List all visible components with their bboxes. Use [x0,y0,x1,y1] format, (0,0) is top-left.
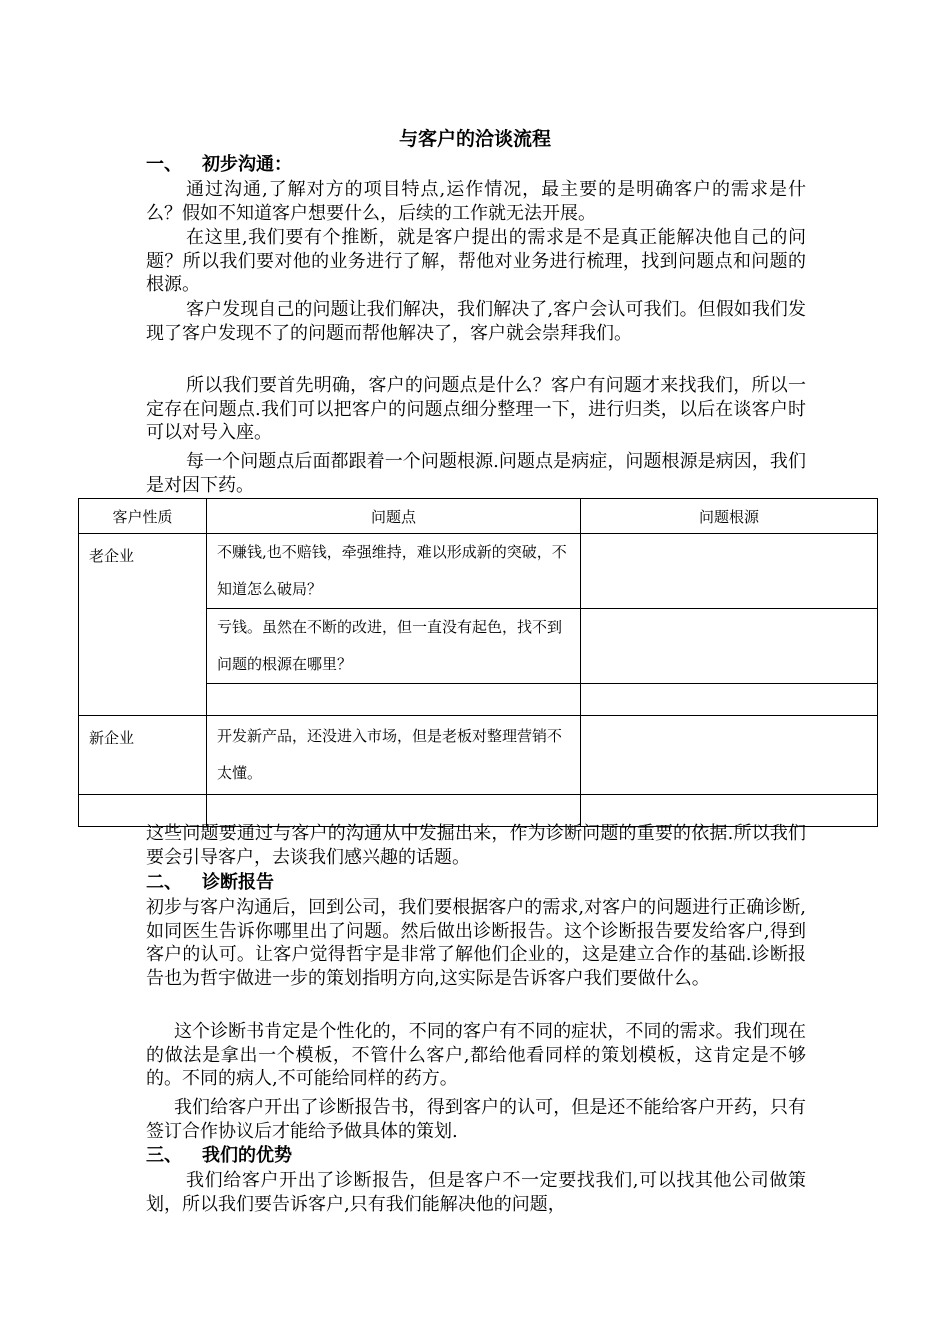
problem-cell: 不赚钱,也不赔钱，牵强维持，难以形成新的突破，不知道怎么破局？ [207,534,581,609]
paragraph: 我们给客户开出了诊断报告，但是客户不一定要找我们,可以找其他公司做策划，所以我们要告诉客户,只有我们能解决他的问题， [146,1170,806,1215]
paragraph: 这个诊断书肯定是个性化的，不同的客户有不同的症状，不同的需求。我们现在的做法是拿出一个模板，不管什么客户,都给他看同样的策划模板，这肯定是不够的。不同的病人,不可能给同样的药方。 [146,1021,806,1090]
category-cell: 老企业 [79,534,207,716]
paragraph: 通过沟通,了解对方的项目特点,运作情况，最主要的是明确客户的需求是什么？假如不知道客户想要什么，后续的工作就无法开展。 [146,179,806,224]
root-cell [581,609,878,684]
paragraph: 所以我们要首先明确，客户的问题点是什么？客户有问题才来找我们，所以一定存在问题点.我们可以把客户的问题点细分整理一下，进行归类，以后在谈客户时可以对号入座。 [146,375,806,444]
section-title: 我们的优势 [202,1145,292,1166]
paragraph: 这些问题要通过与客户的沟通从中发掘出来，作为诊断问题的重要的依据.所以我们要会引导客户，去谈我们感兴趣的话题。 [146,823,806,868]
section-title: 诊断报告 [202,872,274,893]
table-row [79,716,878,795]
column-header-problem-root: 问题根源 [581,499,878,534]
section-number: 二、 [146,872,182,893]
paragraph: 客户发现自己的问题让我们解决，我们解决了,客户会认可我们。但假如我们发现了客户发现不了的问题而帮他解决了，客户就会崇拜我们。 [146,299,806,344]
paragraph: 每一个问题点后面都跟着一个问题根源.问题点是病症，问题根源是病因，我们是对因下药。 [146,451,806,496]
table-header-row [79,499,878,534]
root-cell [581,534,878,609]
problem-cell: 开发新产品，还没进入市场，但是老板对整理营销不太懂。 [207,716,581,795]
root-cell [581,716,878,795]
section-heading-3 [146,1143,292,1169]
section-number: 一、 [146,154,182,175]
column-header-customer-type: 客户性质 [79,499,207,534]
problem-cell: 亏钱。虽然在不断的改进，但一直没有起色，找不到问题的根源在哪里？ [207,609,581,684]
section-title: 初步沟通： [202,154,292,175]
paragraph: 在这里,我们要有个推断，就是客户提出的需求是不是真正能解决他自己的问题？所以我们要对他的业务进行了解，帮他对业务进行梳理，找到问题点和问题的根源。 [146,227,806,296]
paragraph: 初步与客户沟通后，回到公司，我们要根据客户的需求,对客户的问题进行正确诊断,如同医生告诉你哪里出了问题。然后做出诊断报告。这个诊断报告要发给客户,得到客户的认可。让客户觉得哲宇是非常了解他们企业的，这是建立合作的基础.诊断报告也为哲宇做进一步的策划指明方向,这实际是告诉客户我们要做什么。 [146,897,806,989]
table-row [79,534,878,609]
root-cell [581,684,878,716]
category-cell: 新企业 [79,716,207,795]
problem-table [78,498,878,827]
section-number: 三、 [146,1145,182,1166]
column-header-problem-point: 问题点 [207,499,581,534]
problem-cell [207,684,581,716]
document-title: 与客户的洽谈流程 [398,128,551,150]
paragraph: 我们给客户开出了诊断报告书，得到客户的认可，但是还不能给客户开药，只有签订合作协议后才能给予做具体的策划. [146,1097,806,1142]
section-heading-2 [146,870,274,896]
section-heading-1 [146,152,292,178]
